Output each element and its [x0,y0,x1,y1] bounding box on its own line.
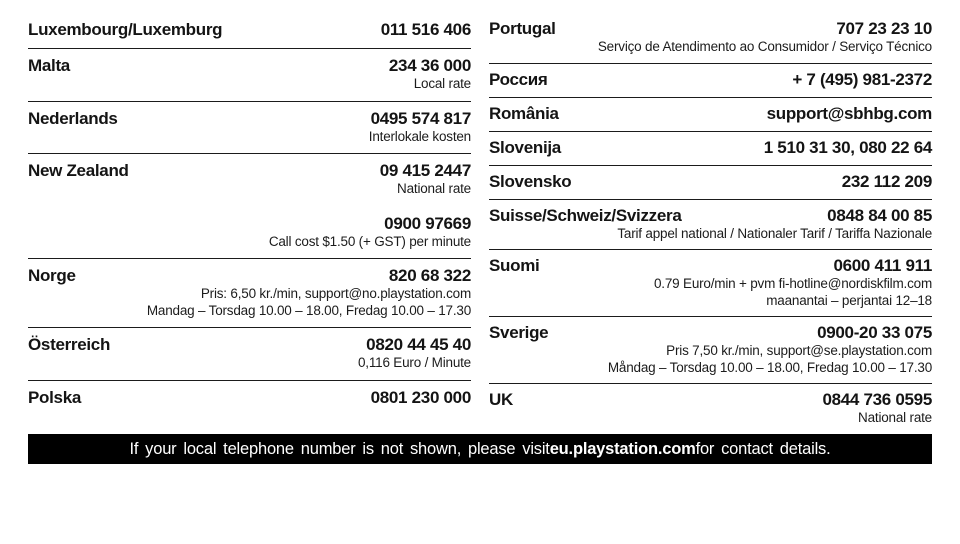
contact-row [489,200,932,251]
country-name: Norge [28,266,76,285]
contact-row [489,132,932,166]
contact-entry [28,265,471,319]
country-name: Malta [28,56,70,75]
contact-entry-main [28,387,471,408]
contact-row [489,384,932,434]
contact-note: Mandag – Torsdag 10.00 – 18.00, Fredag 10.00 – 17.30 [146,302,471,318]
contact-note: maanantai – perjantai 12–18 [766,292,932,308]
contact-row [28,102,471,155]
contact-entry [489,137,932,158]
contact-entry [28,55,471,93]
contact-value: + 7 (495) 981-2372 [792,69,932,89]
country-name: Portugal [489,19,556,38]
contact-note: Call cost $1.50 (+ GST) per minute [268,233,471,249]
contact-value: 09 415 2447 [379,161,471,180]
contact-entry [28,19,471,40]
contact-entry-main [489,103,932,124]
footer-url-text: eu.playstation.com [549,439,696,458]
country-name: Suisse/Schweiz/Svizzera [489,205,682,225]
contact-entry [489,103,932,124]
contact-note: National rate [858,410,932,425]
contact-entry [489,322,932,376]
contact-value: 0900 97669 [384,213,471,233]
contact-row [28,259,471,328]
contact-entry-main [28,265,471,286]
country-name: Nederlands [28,108,118,128]
contact-row [28,49,471,102]
footer-notice-bar [28,434,932,464]
country-name: New Zealand [28,161,129,180]
contact-entry [489,18,932,56]
contact-note: Tarif appel national / Nationaler Tarif / Tariffa Nazionale [617,225,932,241]
contact-value: 0801 230 000 [370,387,471,407]
contact-entry-main [28,108,471,129]
contact-value: 234 36 000 [388,56,471,75]
contact-note: Serviço de Atendimento ao Consumidor / Serviço Técnico [597,39,932,54]
contact-entry-main [28,160,471,181]
contact-value: 707 23 23 10 [836,19,932,38]
contact-entry-main [489,322,932,343]
contact-entry-main [489,255,932,276]
contact-entry-main [28,19,471,40]
contact-row [489,98,932,132]
contact-entry-main [489,389,932,410]
contact-entry [28,108,471,146]
contact-entry [489,171,932,192]
contact-note: 0,116 Euro / Minute [357,355,471,370]
contact-value: 0844 736 0595 [822,390,932,409]
contact-note: Måndag – Torsdag 10.00 – 18.00, Fredag 10.00 – 17.30 [607,359,932,375]
contact-note: 0.79 Euro/min + pvm fi-hotline@nordiskfilm.com [654,276,932,291]
contact-row [489,250,932,317]
contact-row [28,13,471,49]
contact-value: 0900-20 33 075 [817,323,932,342]
contact-note: National rate [397,181,471,196]
footer-text-prefix: If your local telephone number is not shown, please visit [129,439,550,458]
country-name: Suomi [489,256,540,275]
contact-value: 0848 84 00 85 [827,205,932,225]
contact-value: 1 510 31 30, 080 22 64 [763,137,932,157]
contact-note: Local rate [413,76,471,91]
contact-entry [489,255,932,309]
contact-column-left [28,13,471,434]
country-name: Österreich [28,335,111,354]
contact-entry [489,389,932,427]
contact-entry [28,387,471,408]
contact-row [28,381,471,416]
country-name: Slovensko [489,171,572,191]
contact-note: Pris 7,50 kr./min, support@se.playstation.com [666,343,932,358]
contact-entry-main [28,213,471,234]
contact-value: 820 68 322 [388,266,471,285]
country-name: UK [489,390,513,409]
contact-value: 0495 574 817 [370,108,471,128]
contact-note: Interlokale kosten [368,128,471,144]
contact-entry-main [489,205,932,226]
country-name: România [489,103,559,123]
contact-row [489,13,932,64]
contact-value: 011 516 406 [380,20,471,39]
contact-entry-main [489,18,932,39]
contact-row [489,317,932,384]
contact-value: 0600 411 911 [833,256,932,275]
contact-row [28,154,471,259]
country-name: Polska [28,387,82,407]
contact-entry [28,213,471,251]
contact-columns [28,13,932,434]
contact-note: Pris: 6,50 kr./min, support@no.playstation.com [200,286,471,301]
contact-entry-main [489,137,932,158]
contact-entry [28,160,471,198]
contact-entry-main [489,69,932,90]
contact-entry-main [489,171,932,192]
contact-row [489,64,932,98]
contact-value: 0820 44 45 40 [366,335,471,354]
contact-value: support@sbhbg.com [766,103,932,123]
contact-value: 232 112 209 [841,171,932,191]
contact-entry [28,334,471,372]
contact-entry-main [28,334,471,355]
contact-entry [489,69,932,90]
contact-entry-main [28,55,471,76]
contact-entry [489,205,932,243]
footer-text-suffix: for contact details. [695,439,831,458]
country-name: Slovenija [489,137,561,157]
country-name: Sverige [489,323,549,342]
contact-row [28,328,471,381]
contact-row [489,166,932,200]
contact-column-right [489,13,932,434]
country-name: Luxembourg/Luxemburg [28,20,223,39]
country-name: Россия [489,69,548,89]
